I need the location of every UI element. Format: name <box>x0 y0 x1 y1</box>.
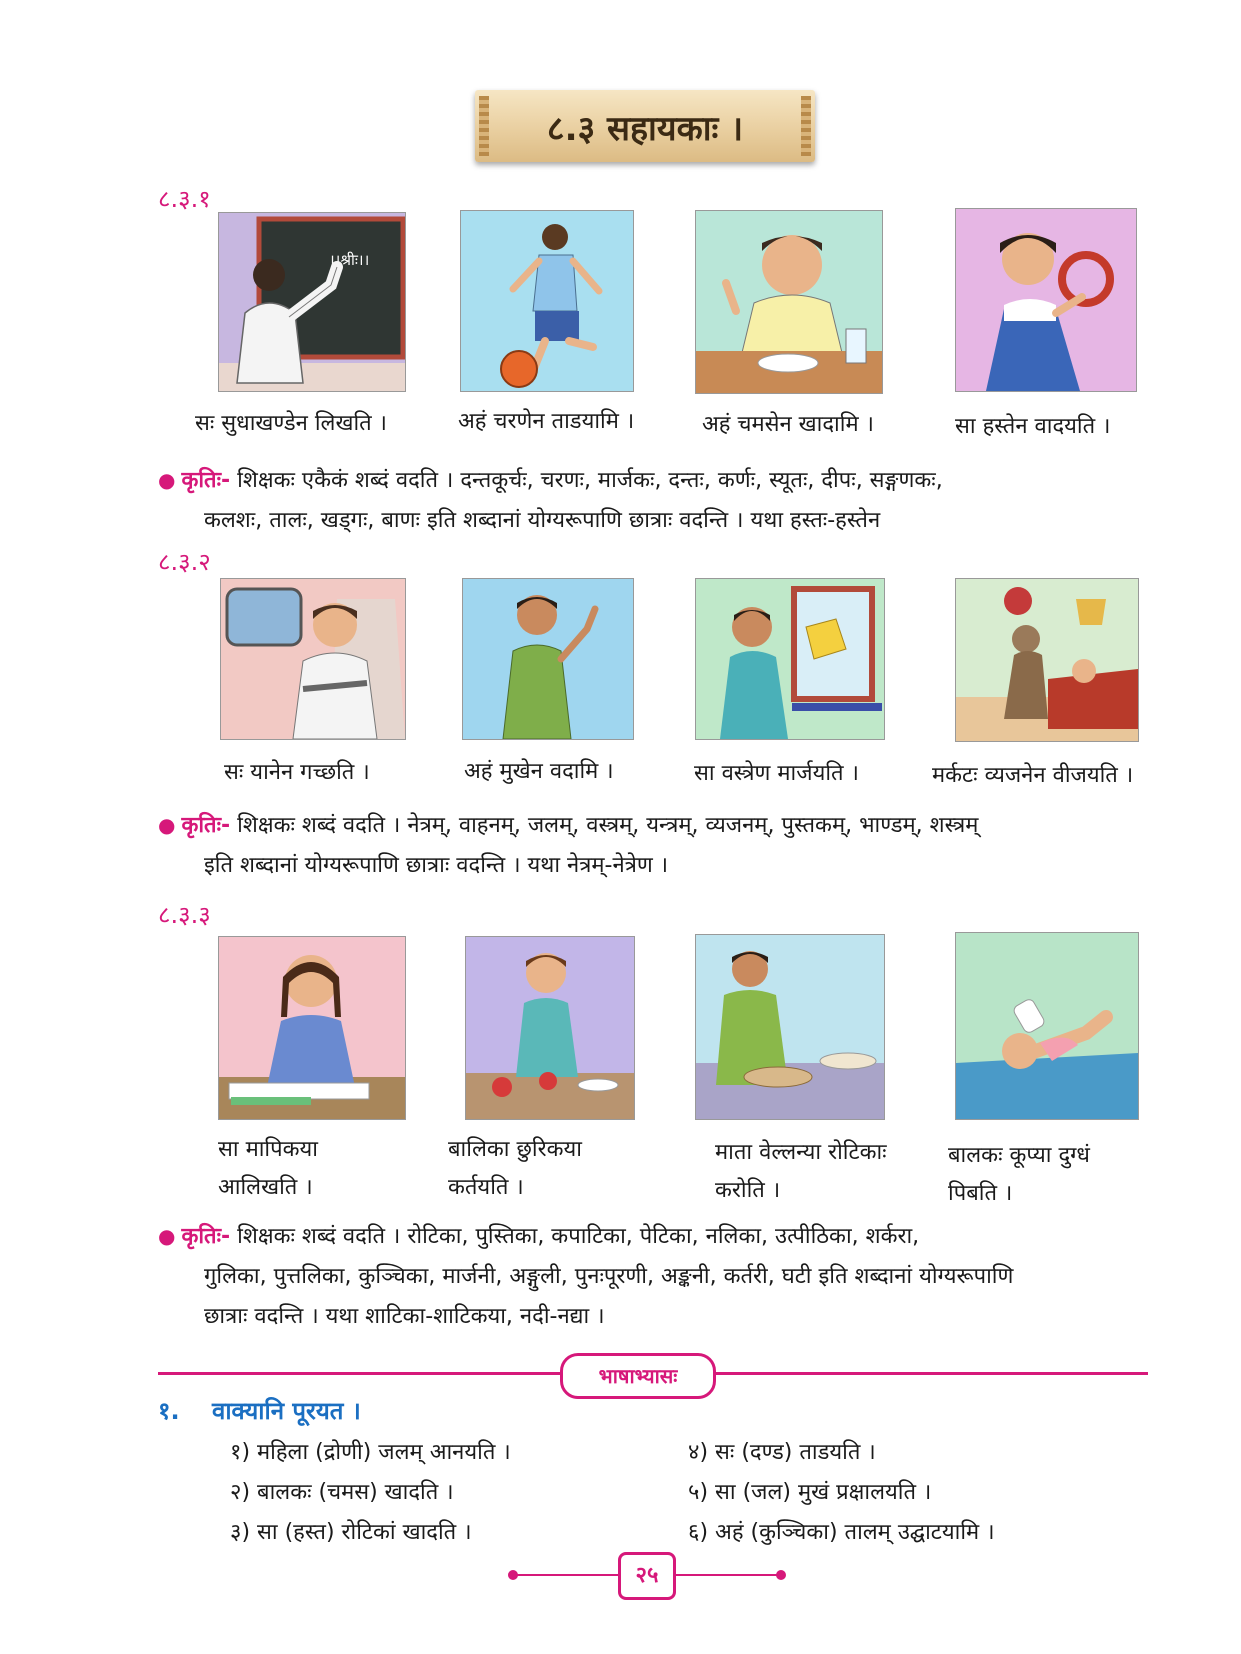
page-ornament-line-left <box>514 1574 622 1576</box>
exercise-item-1: १) महिला (द्रोणी) जलम् आनयति । <box>230 1440 511 1465</box>
caption-3-4 <box>948 1137 1090 1213</box>
exercise-item-2: २) बालकः (चमस) खादति । <box>230 1480 454 1505</box>
caption-2-3: सा वस्त्रेण मार्जयति । <box>694 761 859 786</box>
illustration-boy-writing-blackboard <box>218 212 406 392</box>
illustration-man-eating-spoon <box>695 210 883 394</box>
caption-line: आलिखति । <box>218 1175 313 1200</box>
exercise-heading <box>158 1394 361 1427</box>
blackboard-text: ।।श्रीः।। <box>329 251 370 269</box>
caption-line: पिबति । <box>948 1181 1013 1206</box>
caption-1-1: सः सुधाखण्डेन लिखति । <box>195 411 388 436</box>
exercise-number: १. <box>158 1397 180 1425</box>
exercise-item-4: ४) सः (दण्ड) ताडयति । <box>688 1440 876 1465</box>
kriti-text: शिक्षकः शब्दं वदति । नेत्रम्, वाहनम्, जलम्, वस्त्रम्, यन्त्रम्, व्यजनम्, पुस्तकम्, भाण्डम्, शस्त्रम् <box>237 813 979 838</box>
caption-line: सा मापिकया <box>218 1137 318 1162</box>
illustration-girl-tambourine <box>955 208 1137 392</box>
caption-1-3: अहं चमसेन खादामि । <box>702 412 874 437</box>
caption-2-1: सः यानेन गच्छति । <box>224 760 370 785</box>
caption-3-3 <box>715 1134 887 1210</box>
section-number-1: ८.३.१ <box>158 185 211 213</box>
illustration-woman-speaking <box>462 578 634 740</box>
practice-badge: भाषाभ्यासः <box>560 1353 716 1399</box>
kriti-line: गुलिका, पुत्तलिका, कुञ्चिका, मार्जनी, अङ्गुली, पुनःपूरणी, अङ्कनी, कर्तरी, घटी इति शब्दानां योग्यरूपाणि <box>204 1264 1014 1289</box>
bullet-icon: ● <box>158 468 176 492</box>
page-number: २५ <box>618 1552 676 1600</box>
title-banner <box>475 90 815 162</box>
caption-line: बालिका छुरिकया <box>448 1137 582 1162</box>
kriti-line <box>158 1216 1148 1257</box>
kriti-line <box>158 805 1148 846</box>
bullet-icon: ● <box>158 1224 176 1248</box>
page-ornament-dot-right <box>776 1570 786 1580</box>
kriti-label: कृतिः- <box>181 813 231 838</box>
caption-2-4: मर्कटः व्यजनेन वीजयति । <box>932 763 1134 788</box>
illustration-girl-drawing-ruler <box>218 936 406 1120</box>
kriti-line <box>158 460 1148 501</box>
caption-line: बालकः कूप्या दुग्धं <box>948 1143 1090 1168</box>
illustration-woman-cleaning-mirror <box>695 578 885 740</box>
illustration-baby-drinking-milk <box>955 932 1139 1120</box>
exercise-item-6: ६) अहं (कुञ्चिका) तालम् उद्घाटयामि । <box>688 1520 995 1545</box>
caption-line: माता वेल्लन्या रोटिकाः <box>715 1140 887 1165</box>
exercise-item-5: ५) सा (जल) मुखं प्रक्षालयति । <box>688 1480 932 1505</box>
kriti-label: कृतिः- <box>181 468 231 493</box>
kriti-text: शिक्षकः एकैकं शब्दं वदति । दन्तकूर्चः, चरणः, मार्जकः, दन्तः, कर्णः, स्यूतः, दीपः, सङ्गणकः, <box>237 468 943 493</box>
kriti-block-2 <box>158 805 1148 886</box>
illustration-girl-cutting-fruit <box>465 936 635 1120</box>
section-number-3: ८.३.३ <box>158 901 211 929</box>
kriti-block-3 <box>158 1216 1148 1337</box>
kriti-line: कलशः, तालः, खड्गः, बाणः इति शब्दानां योग्यरूपाणि छात्राः वदन्ति । यथा हस्तः-हस्तेन <box>204 508 881 533</box>
kriti-label: कृतिः- <box>181 1224 231 1249</box>
illustration-boy-kicking-ball <box>460 210 634 392</box>
kriti-block-1 <box>158 460 1148 541</box>
kriti-text: शिक्षकः शब्दं वदति । रोटिका, पुस्तिका, कपाटिका, पेटिका, नलिका, उत्पीठिका, शर्करा, <box>237 1224 920 1249</box>
kriti-line: इति शब्दानां योग्यरूपाणि छात्राः वदन्ति । यथा नेत्रम्-नेत्रेण । <box>204 853 669 878</box>
caption-line: करोति । <box>715 1178 781 1203</box>
caption-line: कर्तयति । <box>448 1175 524 1200</box>
caption-2-2: अहं मुखेन वदामि । <box>464 759 614 784</box>
caption-1-4: सा हस्तेन वादयति । <box>955 414 1111 439</box>
kriti-line: छात्राः वदन्ति । यथा शाटिका-शाटिकया, नदी-नद्या । <box>204 1304 605 1329</box>
caption-3-1 <box>218 1131 318 1207</box>
caption-3-2 <box>448 1131 582 1207</box>
exercise-item-3: ३) सा (हस्त) रोटिकां खादति । <box>230 1520 472 1545</box>
bullet-icon: ● <box>158 813 176 837</box>
section-number-2: ८.३.२ <box>158 548 211 576</box>
illustration-monkey-fanning-king <box>955 578 1139 742</box>
illustration-boy-in-vehicle <box>220 578 406 740</box>
illustration-mother-making-rotis <box>695 934 885 1120</box>
page-ornament-line-right <box>668 1574 780 1576</box>
exercise-title: वाक्यानि पूरयत । <box>211 1397 361 1425</box>
caption-1-2: अहं चरणेन ताडयामि । <box>458 409 635 434</box>
page-title: ८.३ सहायकाः । <box>546 109 744 149</box>
